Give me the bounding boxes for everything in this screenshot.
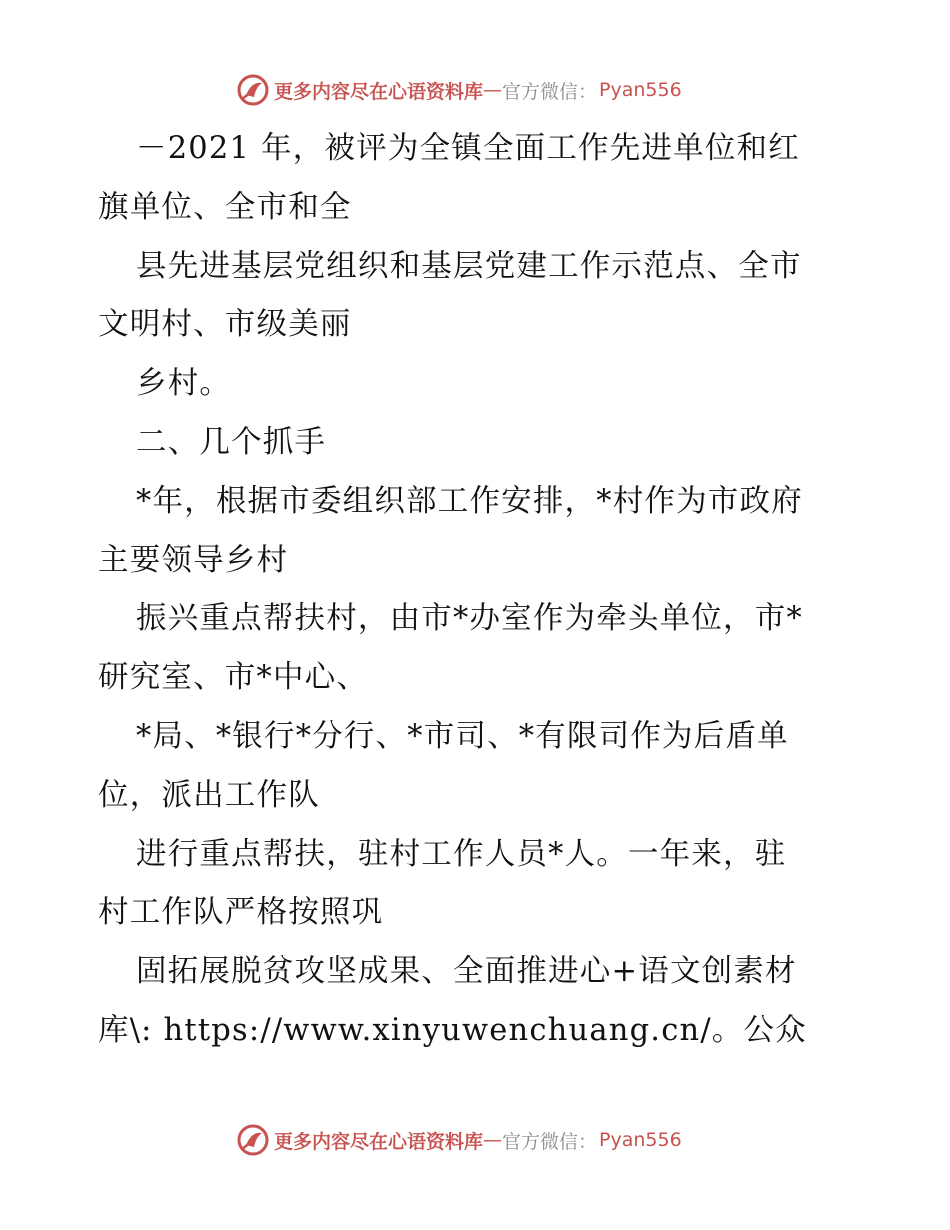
- section-heading: 二、几个抓手: [136, 424, 327, 460]
- text-line: 主要领导乡村: [98, 542, 289, 578]
- text-line: 旗单位、全市和全: [98, 189, 352, 225]
- watermark-sub-text: 官方微信：: [502, 80, 598, 103]
- watermark-main-text: 更多内容尽在心语资料库: [274, 1130, 484, 1153]
- text-line: 村工作队严格按照巩: [98, 895, 384, 931]
- text-line: *年，根据市委组织部工作安排，*村作为市政府: [136, 483, 803, 519]
- text-line: 固拓展脱贫攻坚成果、全面推进心+语文创素材: [136, 954, 797, 990]
- text-line: 研究室、市*中心、: [98, 660, 369, 696]
- watermark-dash: —: [483, 79, 503, 101]
- text-line: 乡村。: [136, 366, 232, 402]
- text-line: 进行重点帮扶，驻村工作人员*人。一年来，驻: [136, 836, 787, 872]
- text-line: －2021 年，被评为全镇全面工作先进单位和红: [136, 131, 800, 166]
- watermark-id-text: Pyan556: [599, 79, 682, 101]
- document-body: [98, 120, 858, 1061]
- logo-seal-icon: [236, 1123, 270, 1157]
- footer-watermark: [236, 1122, 682, 1158]
- text-line: 县先进基层党组织和基层党建工作示范点、全市: [136, 248, 802, 284]
- text-line: 文明村、市级美丽: [98, 307, 352, 343]
- watermark-main-text: 更多内容尽在心语资料库: [274, 80, 484, 103]
- text-line: 振兴重点帮扶村，由市*办室作为牵头单位，市*: [136, 601, 803, 637]
- text-line: 库\: https://www.xinyuwenchuang.cn/。公众: [98, 1012, 807, 1048]
- watermark-dash: —: [483, 1129, 503, 1151]
- watermark-sub-text: 官方微信：: [502, 1130, 598, 1153]
- watermark-id-text: Pyan556: [599, 1129, 682, 1151]
- text-line: 位，派出工作队: [98, 777, 320, 813]
- logo-seal-icon: [236, 73, 270, 107]
- header-watermark: [236, 72, 682, 108]
- text-line: *局、*银行*分行、*市司、*有限司作为后盾单: [136, 718, 789, 754]
